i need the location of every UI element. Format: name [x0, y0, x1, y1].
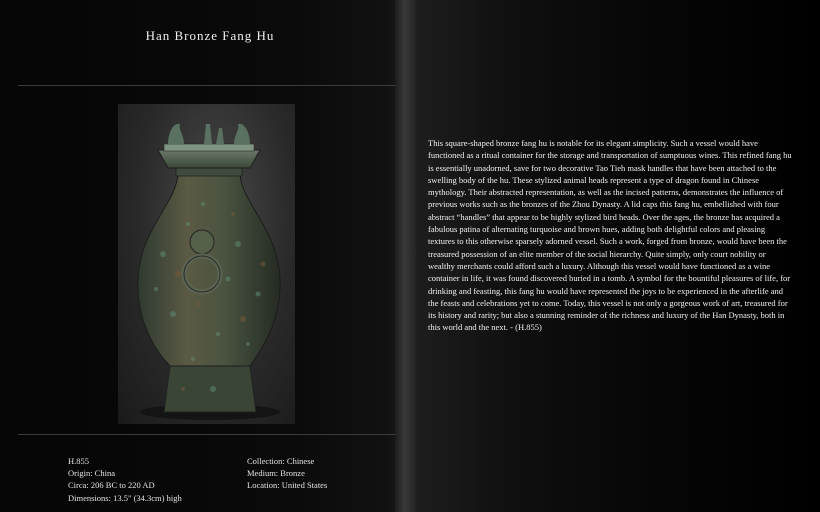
dimensions: Dimensions: 13.5" (34.3cm) high [68, 492, 182, 503]
bronze-vessel-illustration [118, 104, 295, 424]
artifact-photo[interactable] [118, 104, 295, 424]
artifact-details-right [247, 455, 327, 492]
page-title: Han Bronze Fang Hu [145, 28, 275, 43]
location: Location: United States [247, 480, 328, 491]
book-spine [395, 0, 417, 512]
top-divider [18, 85, 396, 86]
bottom-divider [18, 434, 396, 435]
circa: Circa: 206 BC to 220 AD [68, 480, 155, 491]
collection: Collection: Chinese [247, 456, 315, 466]
artifact-details-left [68, 455, 182, 504]
medium: Medium: Bronze [247, 468, 305, 479]
origin: Origin: China [68, 468, 115, 479]
artifact-description: This square-shaped bronze fang hu is notable for its elegant simplicity. Such a vessel would have functioned as a ritual container for the storage and transportation of sumptuous wines. This refined fang hu is essentially unadorned, save for two decorative Tao Tieh mask handles that have been attached to the swelling body of the hu. These stylized animal heads represent a type of dragon found in Chinese mythology. Their abstracted representation, as well as the incised patterns, demonstrates the influence of previous works such as the bronzes of the Zhou Dynasty. A lid caps this fang hu, embellished with four abstract “handles” that appear to be highly stylized bird heads. Over the ages, the bronze has acquired a fabulous patina of alternating turquoise and brown hues, adding both delightful colors and pleasing textures to this otherwise sparsely adorned vessel. Such a work, forged from bronze, would have been the treasured possession of an elite member of the social hierarchy. Quite simply, only court nobility or wealthy merchants could afford such a luxury. Although this vessel would have functioned as a wine container in life, it was found discovered buried in a tomb. A symbol for the bountiful pleasures of life, for drinking and feasting, this fang hu would have represented the joys to be experienced in the afterlife and the feasts and celebrations yet to come. Today, this vessel is not only a gorgeous work of art, treasured for its history and rarity; but also a stunning reminder of the richness and luxury of the Han Dynasty, both in this world and the next. - (H.855) [428, 138, 792, 333]
item-number: H.855 [68, 456, 90, 466]
